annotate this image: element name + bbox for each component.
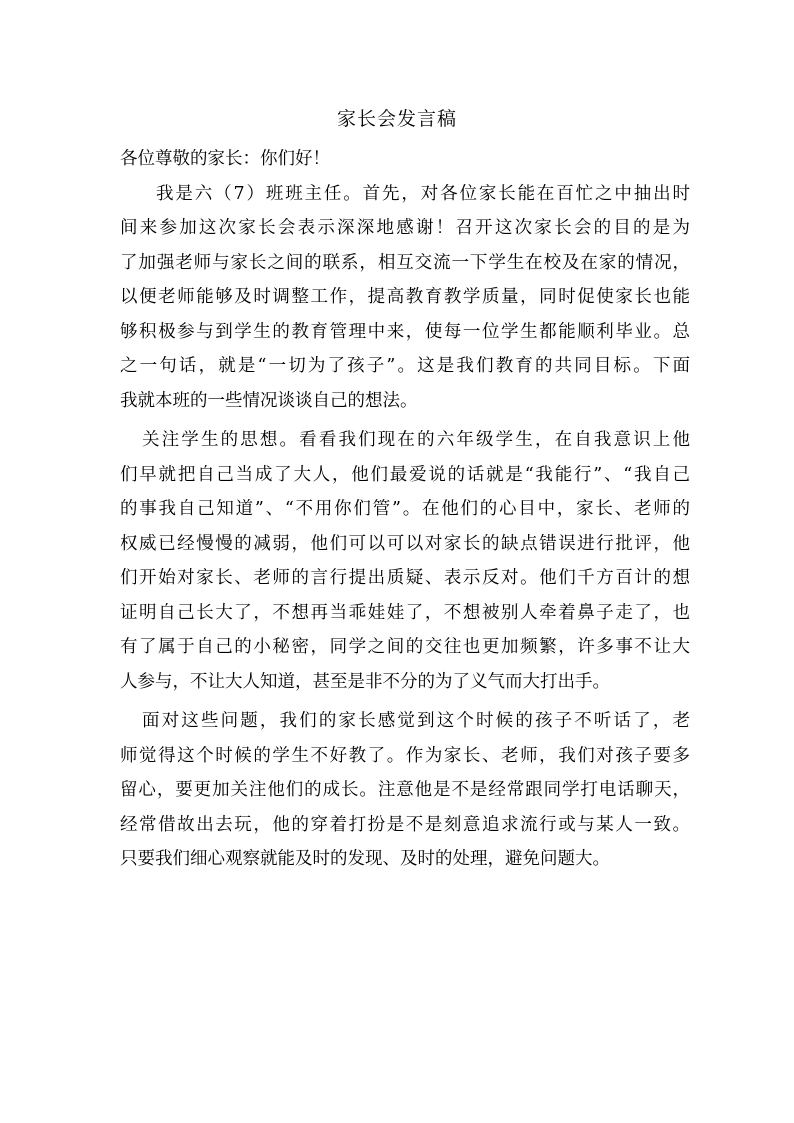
paragraph-line: 们早就把自己当成了大人，他们最爱说的话就是“我能行”、“我自己 xyxy=(120,464,690,485)
paragraph-line: 间来参加这次家长会表示深深地感谢！召开这次家长会的目的是为 xyxy=(120,218,690,238)
paragraph-line: 的事我自己知道”、“不用你们管”。在他们的心目中，家长、老师的 xyxy=(120,499,690,519)
paragraph-facing-problems xyxy=(120,704,690,877)
paragraph-line: 够积极参与到学生的教育管理中来，使每一位学生都能顺利毕业。总 xyxy=(120,321,690,342)
paragraph-student-thoughts xyxy=(120,423,690,699)
paragraph-line: 以便老师能够及时调整工作，提高教育教学质量，同时促使家长也能 xyxy=(120,287,690,307)
paragraph-line: 师觉得这个时候的学生不好教了。作为家长、老师，我们对孩子要多 xyxy=(120,745,690,766)
paragraph-line: 我就本班的一些情况谈谈自己的想法。 xyxy=(120,390,418,411)
paragraph-line: 了加强老师与家长之间的联系，相互交流一下学生在校及在家的情况， xyxy=(120,252,690,273)
paragraph-line: 证明自己长大了，不想再当乖娃娃了，不想被别人牵着鼻子走了，也 xyxy=(120,602,690,623)
paragraph-line: 权威已经慢慢的减弱，他们可以可以对家长的缺点错误进行批评，他 xyxy=(120,533,690,554)
paragraph-line: 我是六（7）班班主任。首先，对各位家长能在百忙之中抽出时 xyxy=(156,183,690,204)
paragraph-line: 留心，要更加关注他们的成长。注意他是不是经常跟同学打电话聊天， xyxy=(120,780,690,800)
paragraph-line: 之一句话，就是“一切为了孩子”。这是我们教育的共同目标。下面 xyxy=(120,356,690,376)
greeting-line: 各位尊敬的家长：你们好！ xyxy=(120,149,330,169)
paragraph-line: 关注学生的思想。看看我们现在的六年级学生，在自我意识上他 xyxy=(142,430,690,450)
paragraph-line: 有了属于自己的小秘密，同学之间的交往也更加频繁，许多事不让大 xyxy=(120,637,690,657)
paragraph-line: 只要我们细心观察就能及时的发现、及时的处理，避免问题大。 xyxy=(120,849,610,869)
paragraph-line: 面对这些问题，我们的家长感觉到这个时候的孩子不听话了，老 xyxy=(142,711,690,731)
paragraph-intro xyxy=(120,177,690,419)
document-body xyxy=(120,142,690,877)
paragraph-line: 们开始对家长、老师的言行提出质疑、表示反对。他们千方百计的想 xyxy=(120,568,690,588)
document-title: 家长会发言稿 xyxy=(336,108,457,130)
paragraph-line: 人参与，不让大人知道，甚至是非不分的为了义气而大打出手。 xyxy=(120,671,610,692)
paragraph-line: 经常借故出去玩，他的穿着打扮是不是刻意追求流行或与某人一致。 xyxy=(120,814,690,835)
